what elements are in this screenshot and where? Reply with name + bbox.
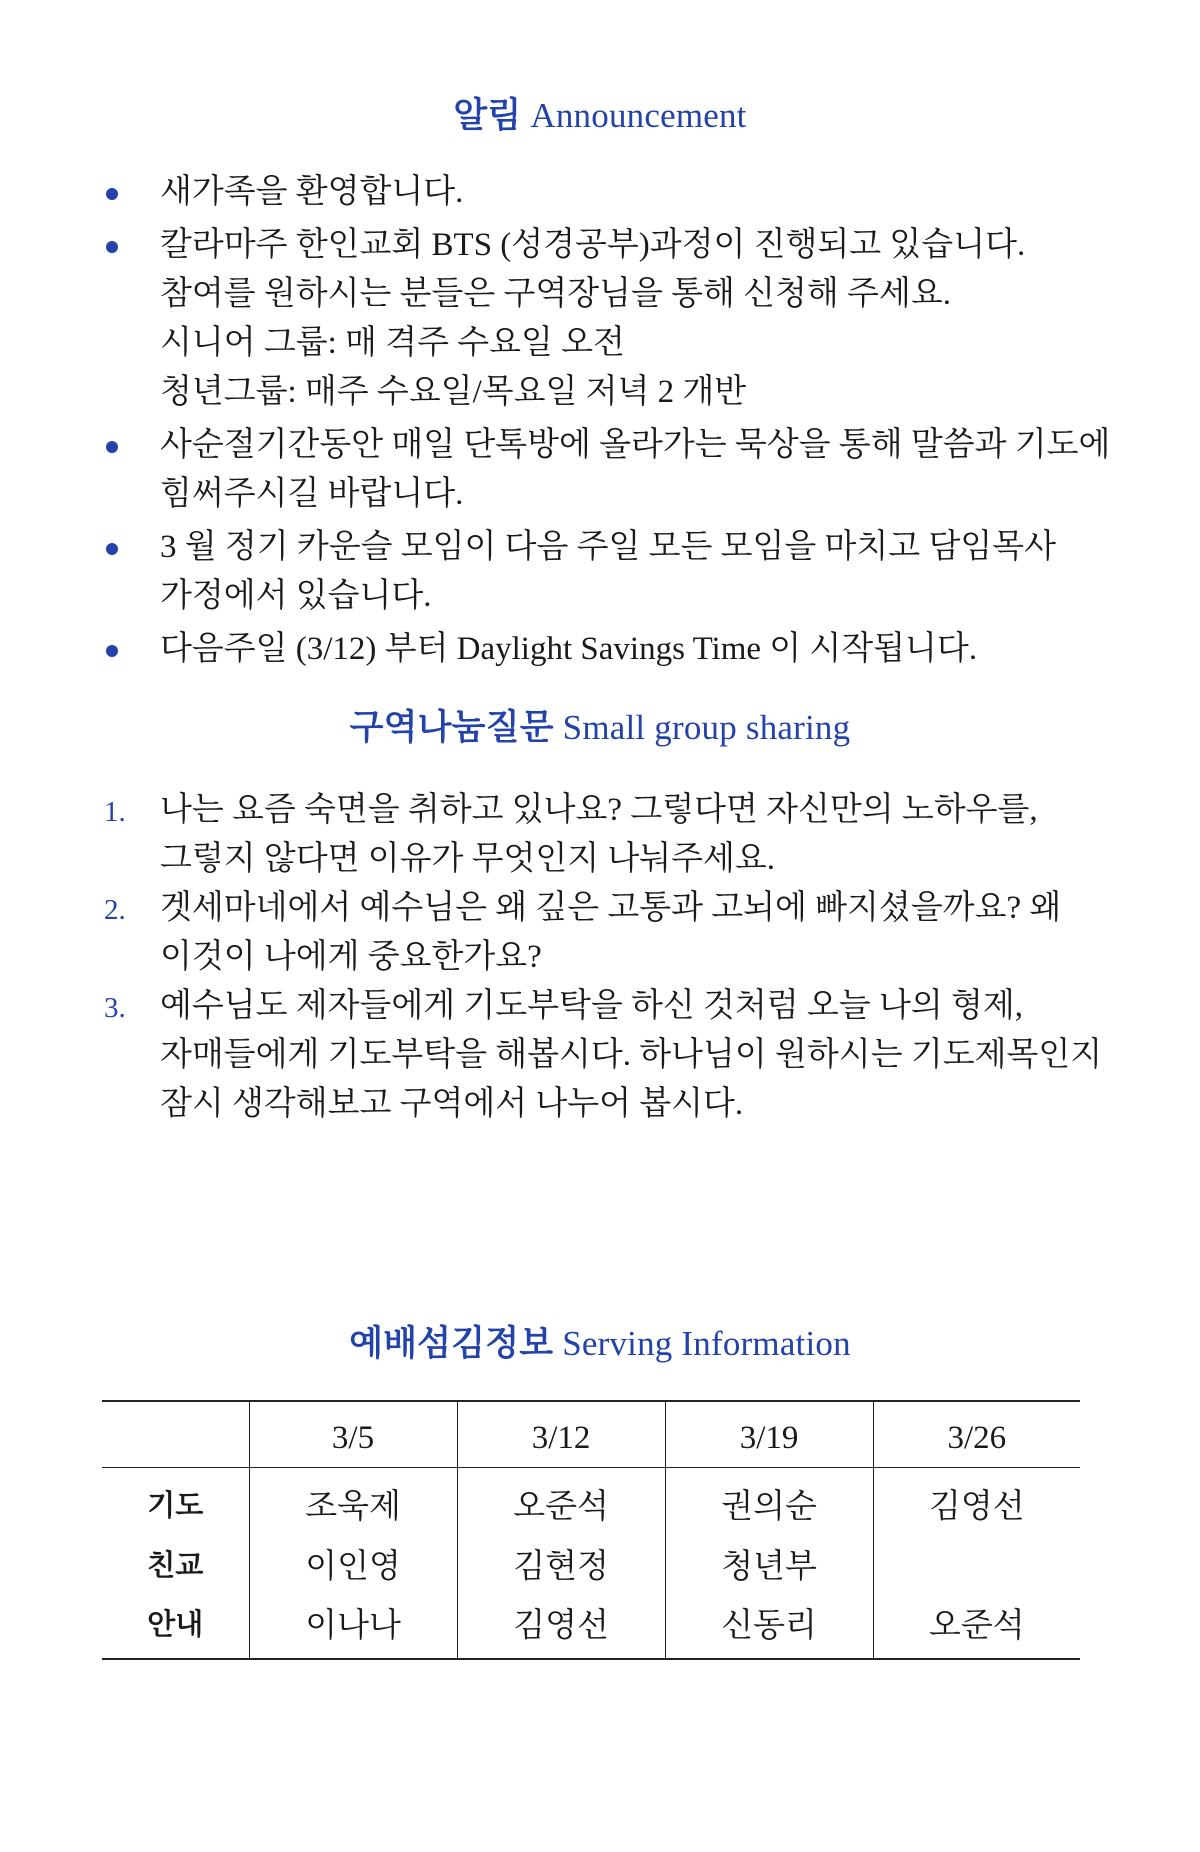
- announcement-line: 가정에서 있습니다.: [160, 578, 432, 614]
- announcement-line: 3 월 정기 카운슬 모임이 다음 주일 모든 모임을 마치고 담임목사: [160, 529, 1056, 565]
- bullet-icon: [106, 645, 118, 657]
- announcement-line: 새가족을 환영합니다.: [160, 174, 464, 210]
- bullet-icon: [106, 441, 118, 453]
- sharing-question: [100, 884, 1100, 982]
- sharing-title: [0, 700, 1200, 750]
- question-line: 잠시 생각해보고 구역에서 나누어 봅시다.: [160, 1086, 744, 1122]
- announcement-list: [100, 168, 1111, 674]
- announcement-title: [0, 88, 1200, 138]
- serving-title-ko: 예배섬김정보: [349, 1324, 554, 1363]
- question-line: 예수님도 제자들에게 기도부탁을 하신 것처럼 오늘 나의 형제,: [160, 988, 1023, 1024]
- role-label: 안내: [147, 1607, 204, 1641]
- announcement-item: [100, 523, 1100, 621]
- announcement-line: 힘써주시길 바랍니다.: [160, 476, 464, 512]
- announcement-item: [100, 168, 1100, 217]
- serving-table: [102, 1400, 1080, 1660]
- bullet-icon: [106, 188, 118, 200]
- table-corner: [102, 1401, 249, 1467]
- server-name: 권의순: [665, 1467, 873, 1531]
- server-name: 오준석: [873, 1595, 1080, 1659]
- sharing-title-ko: 구역나눔질문: [349, 708, 554, 747]
- question-line: 자매들에게 기도부탁을 해봅시다. 하나님이 원하시는 기도제목인지: [160, 1037, 1103, 1073]
- serving-title: [0, 1316, 1200, 1366]
- server-name: [873, 1531, 1080, 1595]
- announcement-item: [100, 625, 1100, 674]
- role-label: 친교: [147, 1547, 204, 1582]
- announcement-line: 참여를 원하시는 분들은 구역장님을 통해 신청해 주세요.: [160, 276, 951, 312]
- announcement-line: 다음주일 (3/12) 부터 Daylight Savings Time 이 시작됩니다.: [160, 631, 978, 667]
- server-name: 조욱제: [249, 1467, 457, 1531]
- date-header: 3/5: [249, 1401, 457, 1467]
- question-line: 나는 요즘 숙면을 취하고 있나요? 그렇다면 자신만의 노하우를,: [160, 792, 1038, 828]
- question-line: 이것이 나에게 중요한가요?: [160, 939, 542, 975]
- question-number: 1.: [104, 796, 126, 828]
- date-header: 3/12: [457, 1401, 665, 1467]
- announcement-title-en: Announcement: [530, 96, 747, 135]
- table-row: [102, 1467, 1080, 1531]
- server-name: 청년부: [665, 1531, 873, 1595]
- table-row: [102, 1531, 1080, 1595]
- announcement-line: 시니어 그룹: 매 격주 수요일 오전: [160, 325, 625, 361]
- announcement-line: 칼라마주 한인교회 BTS (성경공부)과정이 진행되고 있습니다.: [160, 227, 1026, 263]
- server-name: 김영선: [457, 1595, 665, 1659]
- announcement-item: [100, 221, 1100, 417]
- date-header: 3/26: [873, 1401, 1080, 1467]
- server-name: 김현정: [457, 1531, 665, 1595]
- announcement-title-ko: 알림: [453, 96, 522, 135]
- role-label: 기도: [147, 1487, 204, 1522]
- sharing-question-list: [100, 786, 1103, 1129]
- question-line: 겟세마네에서 예수님은 왜 깊은 고통과 고뇌에 빠지셨을까요? 왜: [160, 890, 1062, 926]
- sharing-question: [100, 982, 1103, 1129]
- announcement-line: 사순절기간동안 매일 단톡방에 올라가는 묵상을 통해 말씀과 기도에: [160, 427, 1111, 463]
- bullet-icon: [106, 543, 118, 555]
- server-name: 신동리: [665, 1595, 873, 1659]
- sharing-question: [100, 786, 1100, 884]
- sharing-title-en: Small group sharing: [562, 708, 851, 747]
- server-name: 이인영: [249, 1531, 457, 1595]
- question-line: 그렇지 않다면 이유가 무엇인지 나눠주세요.: [160, 841, 776, 877]
- question-number: 3.: [104, 992, 126, 1024]
- announcement-item: [100, 421, 1111, 519]
- server-name: 오준석: [457, 1467, 665, 1531]
- table-row: [102, 1595, 1080, 1659]
- bullet-icon: [106, 241, 118, 253]
- announcement-line: 청년그룹: 매주 수요일/목요일 저녁 2 개반: [160, 374, 747, 410]
- server-name: 김영선: [873, 1467, 1080, 1531]
- server-name: 이나나: [249, 1595, 457, 1659]
- serving-header-row: [102, 1401, 1080, 1467]
- question-number: 2.: [104, 894, 126, 926]
- serving-title-en: Serving Information: [562, 1324, 851, 1363]
- date-header: 3/19: [665, 1401, 873, 1467]
